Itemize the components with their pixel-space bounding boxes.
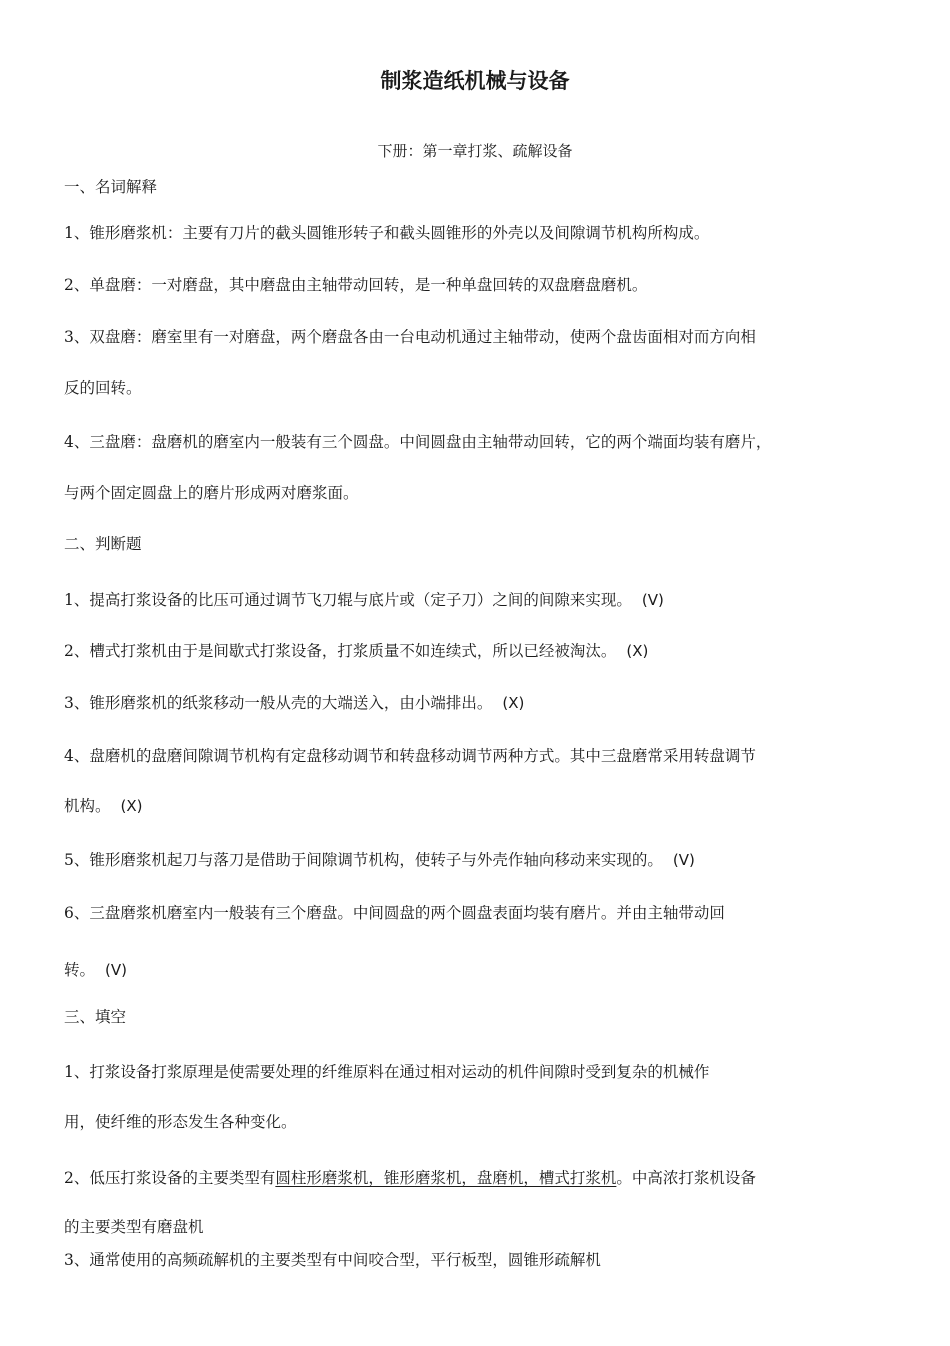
- term-item-2: 2、单盘磨：一对磨盘，其中磨盘由主轴带动回转，是一种单盘回转的双盘磨盘磨机。: [64, 276, 648, 294]
- fill-text: 2、低压打浆设备的主要类型有: [64, 1169, 276, 1187]
- answer-mark: (V): [105, 961, 127, 979]
- judgement-item-1: [64, 589, 910, 611]
- answer-mark: (V): [672, 851, 695, 869]
- fill-answer-underlined: 圆柱形磨浆机，锥形磨浆机，盘磨机，槽式打浆机: [275, 1169, 617, 1187]
- judgement-item-4-line1: 4、盘磨机的盘磨间隙调节机构有定盘移动调节和转盘移动调节两种方式。其中三盘磨常采用转盘调节: [64, 747, 756, 765]
- document-title: 制浆造纸机械与设备: [380, 69, 570, 93]
- answer-mark: (X): [502, 694, 525, 712]
- term-item-4-line1: 4、三盘磨：盘磨机的磨室内一般装有三个圆盘。中间圆盘由主轴带动回转，它的两个端面均装有磨片，: [64, 433, 772, 451]
- section-heading-terms: 一、名词解释: [64, 178, 158, 196]
- question-text: 转。: [64, 961, 96, 979]
- judgement-item-6-line1: 6、三盘磨浆机磨室内一般装有三个磨盘。中间圆盘的两个圆盘表面均装有磨片。并由主轴带动回: [64, 904, 725, 922]
- section-heading-fill-in: 三、填空: [64, 1008, 127, 1026]
- fill-item-2-line1: [64, 1167, 910, 1189]
- term-item-1: 1、锥形磨浆机：主要有刀片的截头圆锥形转子和截头圆锥形的外壳以及间隙调节机构所构成。: [64, 224, 710, 242]
- fill-item-1-line2: 用，使纤维的形态发生各种变化。: [64, 1113, 297, 1131]
- question-text: 3、锥形磨浆机的纸浆移动一般从壳的大端送入，由小端排出。: [64, 694, 493, 712]
- fill-text: 。中高浓打浆机设备: [616, 1169, 756, 1187]
- question-text: 1、提高打浆设备的比压可通过调节飞刀辊与底片或（定子刀）之间的间隙来实现。: [64, 591, 632, 609]
- judgement-item-3: [64, 692, 910, 714]
- fill-item-2-line2: 的主要类型有磨盘机: [64, 1218, 204, 1236]
- document-subtitle: 下册：第一章打浆、疏解设备: [377, 142, 573, 160]
- judgement-item-6-line2: [64, 959, 910, 981]
- judgement-item-2: [64, 640, 910, 662]
- judgement-item-4-line2: [64, 795, 910, 817]
- question-text: 机构。: [64, 797, 111, 815]
- term-item-3-line2: 反的回转。: [64, 379, 142, 397]
- question-text: 5、锥形磨浆机起刀与落刀是借助于间隙调节机构，使转子与外壳作轴向移动来实现的。: [64, 851, 663, 869]
- answer-mark: (V): [641, 591, 664, 609]
- question-text: 2、槽式打浆机由于是间歇式打浆设备，打浆质量不如连续式，所以已经被淘汰。: [64, 642, 617, 660]
- fill-item-1-line1: 1、打浆设备打浆原理是使需要处理的纤维原料在通过相对运动的机件间隙时受到复杂的机械作: [64, 1063, 710, 1081]
- judgement-item-5: [64, 849, 910, 871]
- answer-mark: (X): [120, 797, 143, 815]
- fill-item-3: 3、通常使用的高频疏解机的主要类型有中间咬合型，平行板型，圆锥形疏解机: [64, 1251, 601, 1269]
- answer-mark: (X): [626, 642, 649, 660]
- section-heading-judgement: 二、判断题: [64, 535, 142, 553]
- term-item-3-line1: 3、双盘磨：磨室里有一对磨盘，两个磨盘各由一台电动机通过主轴带动，使两个盘齿面相对而方向相: [64, 328, 756, 346]
- term-item-4-line2: 与两个固定圆盘上的磨片形成两对磨浆面。: [64, 484, 359, 502]
